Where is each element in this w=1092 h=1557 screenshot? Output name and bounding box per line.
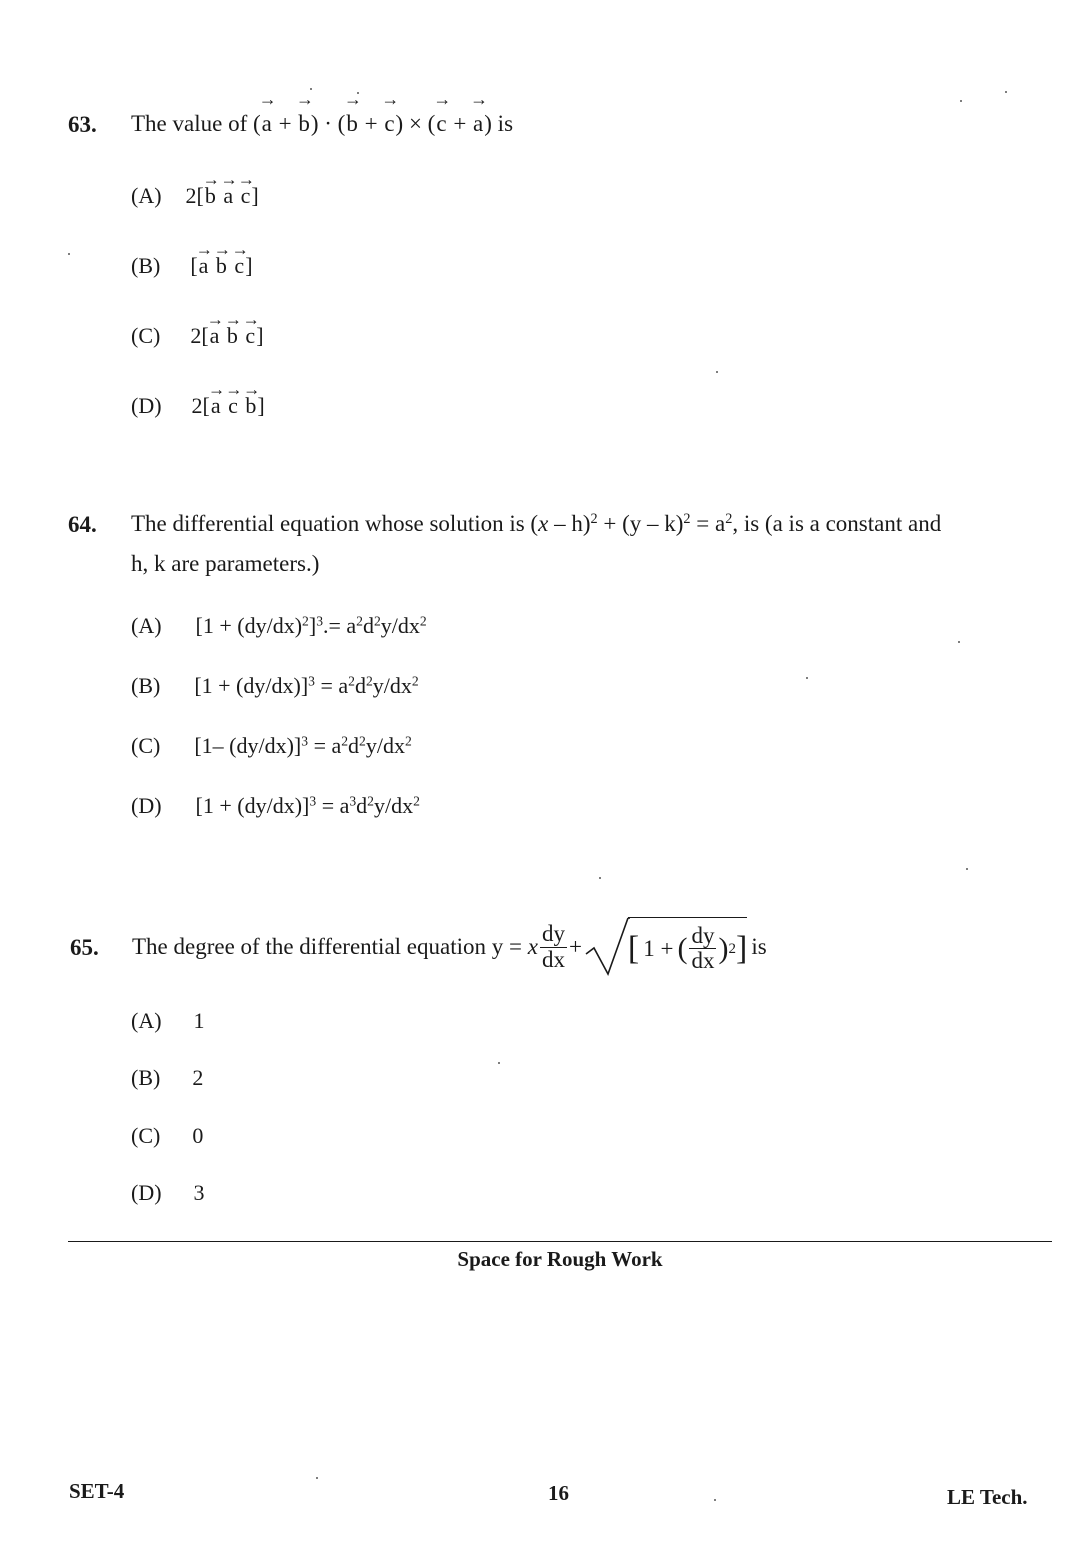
q65-stem-text: The degree of the differential equation y = xyxy=(132,934,522,959)
q65-plus: + xyxy=(568,934,582,959)
option-label: (C) xyxy=(131,1123,161,1148)
option-label: (B) xyxy=(131,673,161,698)
scan-speck xyxy=(1005,91,1007,93)
footer-course: LE Tech. xyxy=(947,1485,1028,1509)
q63-plus: + xyxy=(278,111,292,136)
q63-plus2: + xyxy=(364,111,378,136)
question-64-stem xyxy=(131,504,1046,584)
option-text: $[1 + (dy/dx)]^3 = a^2d^2y/dx^2$ xyxy=(194,673,419,698)
option-text: 2 xyxy=(192,1065,204,1090)
q65-open-paren: ( xyxy=(677,931,688,965)
option-label: (A) xyxy=(131,613,162,638)
option-text: [→ a → b → c] xyxy=(190,253,252,278)
question-64-number: 64. xyxy=(68,512,97,537)
q65-open-bracket: [ xyxy=(627,929,640,967)
question-65-stem xyxy=(132,912,767,982)
option-label: (D) xyxy=(131,1180,162,1205)
q63-vector-c: → c xyxy=(383,104,395,144)
q63-is: ) is xyxy=(484,111,514,136)
question-63-stem-text: The value of xyxy=(131,111,248,136)
option-text: 2[→ a → c → b] xyxy=(192,393,265,418)
q65-x: x xyxy=(527,934,538,959)
q65-radicand: [ 1 + ( $\frac{dy}{dx}$ ) 2 ] xyxy=(628,917,747,978)
option-label: (D) xyxy=(131,393,162,418)
q63-plus3: + xyxy=(453,111,467,136)
scan-speck xyxy=(599,877,601,879)
scan-speck xyxy=(357,92,359,94)
option-label: (D) xyxy=(131,793,162,818)
q63-cross: ) × ( xyxy=(395,111,436,136)
question-63-number: 63. xyxy=(68,112,97,137)
question-63-stem xyxy=(131,104,513,144)
option-text: $[1 + (dy/dx)^2]^3.= a^2d^2y/dx^2$ xyxy=(195,613,427,638)
option-text: 0 xyxy=(192,1123,204,1148)
q63-vector-b2: → b xyxy=(345,104,359,144)
q65-option-d[interactable] xyxy=(131,1180,205,1206)
q64-line1: The differential equation whose solution is $(x - h)^2 + (y - k)^2 = a^2$, is (a is a constant and xyxy=(131,511,942,536)
scan-speck xyxy=(806,677,808,679)
question-65-number: 65. xyxy=(70,935,99,960)
scan-speck xyxy=(310,88,312,90)
q63-vector-a: → a xyxy=(261,104,273,144)
q65-option-a[interactable] xyxy=(131,1008,205,1034)
rough-work-heading: Space for Rough Work xyxy=(457,1247,663,1271)
scan-speck xyxy=(714,1499,716,1501)
q65-inner-fraction: $\frac{dy}{dx}$ xyxy=(691,922,715,973)
option-label: (A) xyxy=(131,1008,162,1033)
option-text: 2[→ a → b → c] xyxy=(190,323,263,348)
scan-speck xyxy=(958,641,960,643)
option-text: 2[→ b → a → c] xyxy=(186,183,259,208)
option-label: (C) xyxy=(131,733,161,758)
option-text: $[1 + (dy/dx)]^3 = a^3d^2y/dx^2$ xyxy=(195,793,420,818)
scan-speck xyxy=(316,1477,318,1479)
q63-vector-a2: → a xyxy=(472,104,484,144)
q65-option-b[interactable] xyxy=(131,1065,203,1091)
rough-work-divider xyxy=(68,1241,1052,1242)
scan-speck xyxy=(68,253,70,255)
footer-page-number: 16 xyxy=(548,1481,569,1505)
scan-speck xyxy=(960,100,962,102)
footer-set: SET-4 xyxy=(69,1479,125,1503)
q65-one-plus: 1 + xyxy=(643,935,674,961)
q65-close-bracket: ] xyxy=(735,929,748,967)
option-label: (C) xyxy=(131,323,161,348)
option-label: (A) xyxy=(131,183,162,208)
option-text: [1– $(dy/dx)]^3 = a^2d^2y/dx^2$ xyxy=(194,733,412,758)
q63-option-b[interactable] xyxy=(131,253,253,279)
q64-option-b[interactable] xyxy=(131,673,419,699)
scan-speck xyxy=(966,868,968,870)
q65-fraction-dydx: $\frac{dy}{dx}$ xyxy=(541,921,565,972)
q63-option-c[interactable] xyxy=(131,323,264,349)
q65-is: is xyxy=(751,934,767,959)
q64-option-c[interactable] xyxy=(131,733,412,759)
q63-option-d[interactable] xyxy=(131,393,265,419)
scan-speck xyxy=(716,371,718,373)
q63-vector-b: → b xyxy=(297,104,311,144)
q63-paren: ( xyxy=(252,111,261,136)
option-label: (B) xyxy=(131,253,161,278)
q64-line2: h, k are parameters.) xyxy=(131,551,320,576)
q65-option-c[interactable] xyxy=(131,1123,203,1149)
q64-option-d[interactable] xyxy=(131,793,420,819)
sqrt-symbol-icon xyxy=(584,916,630,978)
q63-vector-c2: → c xyxy=(435,104,447,144)
q63-option-a[interactable] xyxy=(131,183,259,209)
option-text: 3 xyxy=(193,1180,205,1205)
q64-option-a[interactable] xyxy=(131,613,427,639)
scan-speck xyxy=(498,1062,500,1064)
q63-dot: ) · ( xyxy=(310,111,346,136)
q65-close-paren: ) xyxy=(718,931,729,965)
option-label: (B) xyxy=(131,1065,161,1090)
option-text: 1 xyxy=(193,1008,205,1033)
